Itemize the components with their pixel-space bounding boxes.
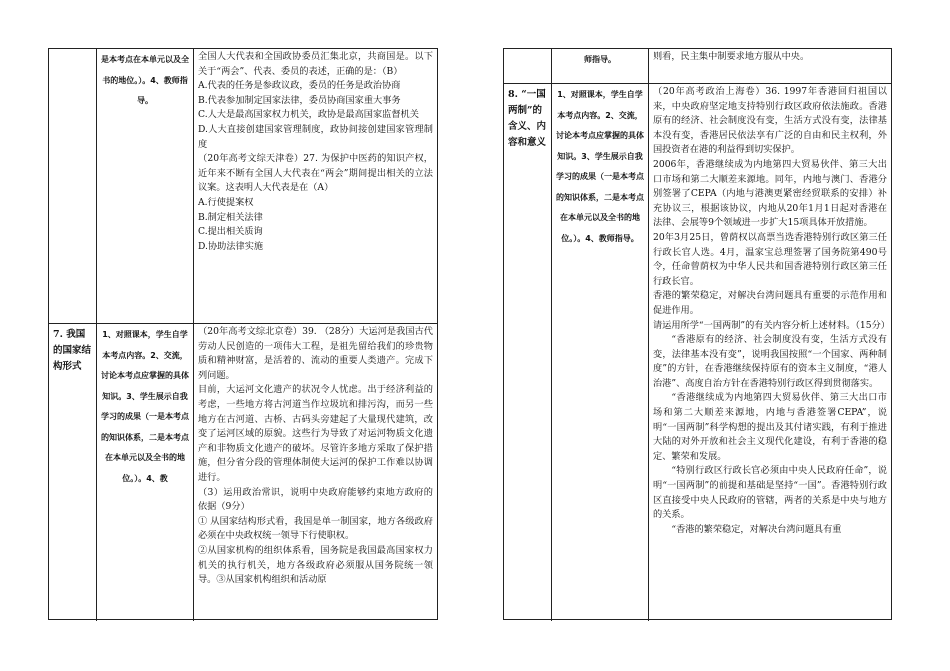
paragraph: “香港继续成为内地第四大贸易伙伴、第三大出口市场和第二大顺差来源地，内地与香港签署CEPA”，说明“一国两制”科学构想的提出及其付诸实践，有利于推进大陆的对外开放和社会主义现代化建设，有利于香港的稳定、繁荣和发展。	[653, 392, 887, 462]
method-cell: 1、对照课本，学生自学本考点内容。2、交流，讨论本考点应掌握的具体知识。3、学生展示自我学习的成果（一是本考点的知识体系，二是本考点在本单元以及全书的地位。）。4、教	[97, 324, 194, 621]
table-row	[49, 49, 437, 323]
paragraph: ① 从国家结构形式看，我国是单一制国家，地方各级政府必须在中央政权统一领导下行使职权。	[198, 515, 433, 542]
paragraph: （3）运用政治常识，说明中央政府能够约束地方政府的依据（9分）	[198, 486, 433, 513]
content-cell	[194, 324, 437, 621]
table-row	[504, 83, 891, 621]
method-cell: 是本考点在本单元以及全书的地位。）。4、教师指导。	[97, 49, 194, 323]
content-cell	[194, 49, 437, 323]
right-table	[503, 48, 892, 620]
paragraph: B.制定相关法律	[198, 211, 263, 223]
paragraph: “香港原有的经济、社会制度没有变，生活方式没有变，法律基本没有变”，说明我国按照“一个国家、两种制度”的方针，在香港继续保持原有的资本主义制度，“港人治港”、高度自治方针在香港特别行政区得到贯彻落实。	[653, 334, 887, 389]
paragraph: 目前，大运河文化遗产的状况令人忧虑。出于经济利益的考虑，一些地方将古河道当作垃圾坑和排污沟，而另一些地方在古河道、古桥、古码头旁建起了大量现代建筑，改变了运河区域的原貌。这些行为导致了对运河物质文化遗产和非物质文化遗产的破坏。尽管许多地方采取了保护措施，但分省分段的管理体制使大运河的保护工作难以协调进行。	[198, 384, 433, 483]
paragraph: D.协助法律实施	[198, 240, 264, 252]
content-cell	[649, 84, 891, 621]
paragraph: 20年3月25日，曾荫权以高票当选香港特别行政区第三任行政长官人选。4月，温家宝总理签署了国务院第490号令，任命曾荫权为中华人民共和国香港特别行政区第三任行政长官。	[653, 231, 887, 287]
table-row	[49, 323, 437, 621]
paragraph: （20年高考文综北京卷）39. （28分）大运河是我国古代劳动人民创造的一项伟大工程，是祖先留给我们的珍贵物质和精神财富，是活着的、流动的重要人类遗产。完成下列问题。	[198, 326, 433, 381]
paragraph: C.人大是最高国家权力机关，政协是最高国家监督机关	[198, 109, 419, 121]
table-row	[504, 49, 891, 83]
paragraph: 则看，民主集中制要求地方服从中央。	[653, 51, 810, 62]
paragraph: B.代表参加制定国家法律，委员协商国家重大事务	[198, 94, 401, 106]
paragraph: A.行使提案权	[198, 196, 254, 208]
content-cell	[649, 49, 891, 83]
method-cell: 师指导。	[552, 49, 649, 83]
paragraph: （20年高考政治上海卷）36. 1997年香港回归祖国以来，中央政府坚定地支持特别行政区政府依法施政。香港原有的经济、社会制度没有变，生活方式没有变，法律基本没有变，香港居民依法享有广泛的自由和民主权利，外国投资者在港的利益得到切实保护。	[653, 86, 887, 156]
paragraph: ②从国家机构的组织体系看，国务院是我国最高国家权力机关的执行机关，地方各级政府必须服从国务院统一领导。③从国家机构组织和活动原	[198, 544, 433, 586]
paragraph: 请运用所学“一国两制”的有关内容分析上述材料。（15分）	[653, 319, 890, 331]
topic-cell: 8. “一国两制”的含义、内容和意义	[504, 84, 552, 621]
method-cell: 1、对照课本，学生自学本考点内容。2、交流，讨论本考点应掌握的具体知识。3、学生展示自我学习的成果（一是本考点的知识体系，二是本考点在本单元以及全书的地位。）。4、教师指导。	[552, 84, 649, 621]
paragraph: D.人大直接创建国家管理制度，政协间接创建国家管理制度	[198, 123, 433, 150]
topic-cell	[49, 49, 97, 323]
paragraph: 香港的繁荣稳定，对解决台湾问题具有重要的示范作用和促进作用。	[653, 290, 887, 316]
paragraph: “香港的繁荣稳定，对解决台湾问题具有重	[671, 523, 842, 535]
paragraph: （20年高考文综天津卷）27. 为保护中医药的知识产权，近年来不断有全国人大代表在“两会”期间提出相关的立法议案。这表明人大代表是在（A）	[198, 153, 433, 194]
paragraph: 全国人大代表和全国政协委员汇集北京，共商国是。以下关于“两会”、代表、委员的表述，正确的是：（B）	[198, 51, 433, 77]
paragraph: “特别行政区行政长官必须由中央人民政府任命”，说明“一国两制”的前提和基础是坚持“一国”。香港特别行政区直接受中央人民政府的管辖，两者的关系是中央与地方的关系。	[653, 465, 887, 521]
topic-cell: 7. 我国的国家结构形式	[49, 324, 97, 621]
paragraph: 2006年，香港继续成为内地第四大贸易伙伴、第三大出口市场和第二大顺差来源地。同年，内地与澳门、香港分别签署了CEPA（内地与港澳更紧密经贸联系的安排）补充协议三，根据该协议，内地从20年1月1日起对香港在法律、会展等9个领域进一步扩大15项具体开放措施。	[653, 158, 887, 229]
paragraph: A.代表的任务是参政议政，委员的任务是政治协商	[198, 80, 401, 92]
left-table	[48, 48, 438, 620]
topic-cell	[504, 49, 552, 83]
paragraph: C.提出相关质询	[198, 226, 263, 238]
